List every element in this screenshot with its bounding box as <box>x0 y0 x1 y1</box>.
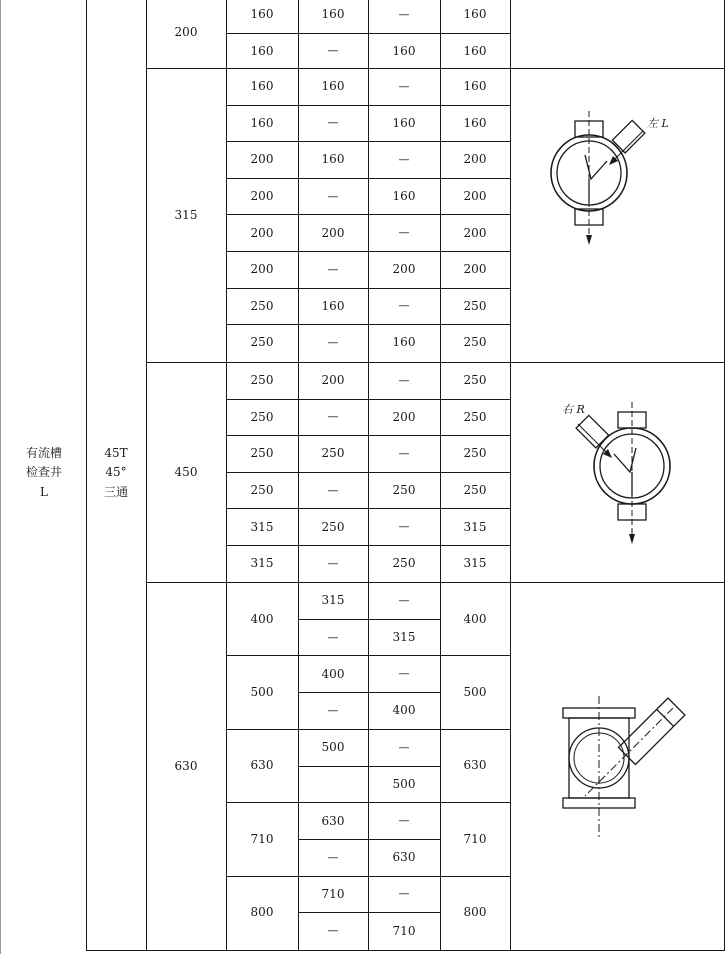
table-cell: 200 <box>321 225 345 240</box>
table-cell: 160 <box>463 7 487 22</box>
table-cell: 160 <box>392 115 416 130</box>
table-cell: 200 <box>250 152 274 167</box>
table-bottom-border <box>86 950 725 951</box>
table-cell: 200 <box>250 262 274 277</box>
table-cell: 160 <box>321 7 345 22</box>
table-cell: 400 <box>392 703 416 718</box>
left-diagram-label: 左 L <box>647 117 669 130</box>
table-cell: — <box>327 630 339 644</box>
table-cell: 250 <box>321 446 345 461</box>
right-diagram-label: 右 R <box>562 403 585 416</box>
table-cell: — <box>398 667 410 681</box>
side-tee-diagram-icon <box>555 690 690 840</box>
table-cell: 315 <box>250 556 274 571</box>
inlet-cell: 400 <box>250 611 274 626</box>
table-cell: 315 <box>321 593 345 608</box>
table-cell: 250 <box>250 335 274 350</box>
fitting-type-line-2: 检查井 <box>25 465 62 480</box>
outlet-cell: 630 <box>463 758 487 773</box>
table-cell: 160 <box>250 43 274 58</box>
table-cell: — <box>327 556 339 570</box>
table-cell: — <box>398 814 410 828</box>
table-cell: 160 <box>463 43 487 58</box>
table-cell: — <box>327 924 339 938</box>
main-dn-cell: 630 <box>174 759 198 773</box>
table-cell: — <box>398 152 410 166</box>
table-cell: 630 <box>321 813 345 828</box>
outlet-cell: 800 <box>463 905 487 920</box>
table-cell: — <box>398 740 410 754</box>
table-cell: — <box>327 850 339 864</box>
table-cell: 160 <box>250 79 274 94</box>
table-cell: — <box>327 116 339 130</box>
table-cell: 250 <box>250 483 274 498</box>
table-cell: 200 <box>392 262 416 277</box>
table-cell <box>298 766 368 803</box>
table-cell: 160 <box>250 115 274 130</box>
table-cell: — <box>398 593 410 607</box>
table-cell: 200 <box>463 262 487 277</box>
table-cell: — <box>327 703 339 717</box>
table-cell: — <box>327 189 339 203</box>
table-cell: — <box>398 299 410 313</box>
table-cell: 160 <box>463 115 487 130</box>
table-cell: 250 <box>250 298 274 313</box>
main-dn-cell: 200 <box>174 25 198 39</box>
inlet-cell: 710 <box>250 831 274 846</box>
table-cell: 160 <box>321 79 345 94</box>
fitting-code-line-2: 45° <box>105 465 127 480</box>
right-tee-diagram-icon <box>556 398 686 548</box>
fitting-code-label <box>88 438 144 508</box>
table-cell: 160 <box>392 335 416 350</box>
table-cell: — <box>327 262 339 276</box>
table-cell: 250 <box>392 483 416 498</box>
fitting-code-line-3: 三通 <box>103 484 128 499</box>
table-cell: 500 <box>321 740 345 755</box>
table-cell: 250 <box>250 373 274 388</box>
table-cell: — <box>398 520 410 534</box>
table-cell: 315 <box>463 519 487 534</box>
table-cell: — <box>327 410 339 424</box>
table-cell: — <box>398 7 410 21</box>
table-cell: — <box>327 483 339 497</box>
table-cell: — <box>327 44 339 58</box>
table-cell: 160 <box>463 79 487 94</box>
table-cell: 200 <box>250 225 274 240</box>
table-cell: 710 <box>321 886 345 901</box>
table-cell: 200 <box>321 373 345 388</box>
inlet-cell: 630 <box>250 758 274 773</box>
fitting-type-line-1: 有流槽 <box>25 446 62 461</box>
table-cell: 250 <box>463 409 487 424</box>
table-cell: 160 <box>250 7 274 22</box>
outlet-cell: 710 <box>463 831 487 846</box>
table-cell: 160 <box>392 189 416 204</box>
table-cell: — <box>327 335 339 349</box>
table-cell: — <box>398 373 410 387</box>
table-cell: — <box>398 79 410 93</box>
table-cell: 200 <box>463 152 487 167</box>
table-cell: 250 <box>463 298 487 313</box>
main-dn-cell: 450 <box>174 465 198 479</box>
table-cell: 250 <box>463 483 487 498</box>
table-cell: 315 <box>463 556 487 571</box>
fitting-code-line-1: 45T <box>104 446 128 461</box>
left-tee-diagram-icon <box>545 105 675 255</box>
fitting-type-line-3: L <box>40 484 48 499</box>
outlet-cell: 500 <box>463 685 487 700</box>
main-dn-cell: 315 <box>174 208 198 222</box>
table-cell: 315 <box>250 519 274 534</box>
column-divider <box>0 0 1 954</box>
table-cell: — <box>398 226 410 240</box>
inlet-cell: 500 <box>250 685 274 700</box>
outlet-cell: 400 <box>463 611 487 626</box>
table-cell: — <box>398 887 410 901</box>
table-cell: 315 <box>392 630 416 645</box>
table-cell: 710 <box>392 923 416 938</box>
inlet-cell: 800 <box>250 905 274 920</box>
table-cell: 500 <box>392 776 416 791</box>
table-cell: 250 <box>463 446 487 461</box>
table-cell: 160 <box>392 43 416 58</box>
table-cell: 400 <box>321 666 345 681</box>
table-cell: 200 <box>463 225 487 240</box>
table-cell: 250 <box>250 409 274 424</box>
column-divider <box>724 0 725 950</box>
column-divider <box>86 0 87 950</box>
table-cell: 200 <box>250 189 274 204</box>
table-cell: 250 <box>463 373 487 388</box>
table-cell: 160 <box>321 152 345 167</box>
table-cell: 200 <box>463 189 487 204</box>
table-cell: 250 <box>321 519 345 534</box>
table-cell: 250 <box>392 556 416 571</box>
table-cell: 200 <box>392 409 416 424</box>
column-divider <box>510 0 511 950</box>
table-cell: 160 <box>321 298 345 313</box>
table-cell: — <box>398 446 410 460</box>
table-cell: 250 <box>250 446 274 461</box>
fitting-type-label <box>2 438 86 508</box>
table-cell: 250 <box>463 335 487 350</box>
table-cell: 630 <box>392 850 416 865</box>
